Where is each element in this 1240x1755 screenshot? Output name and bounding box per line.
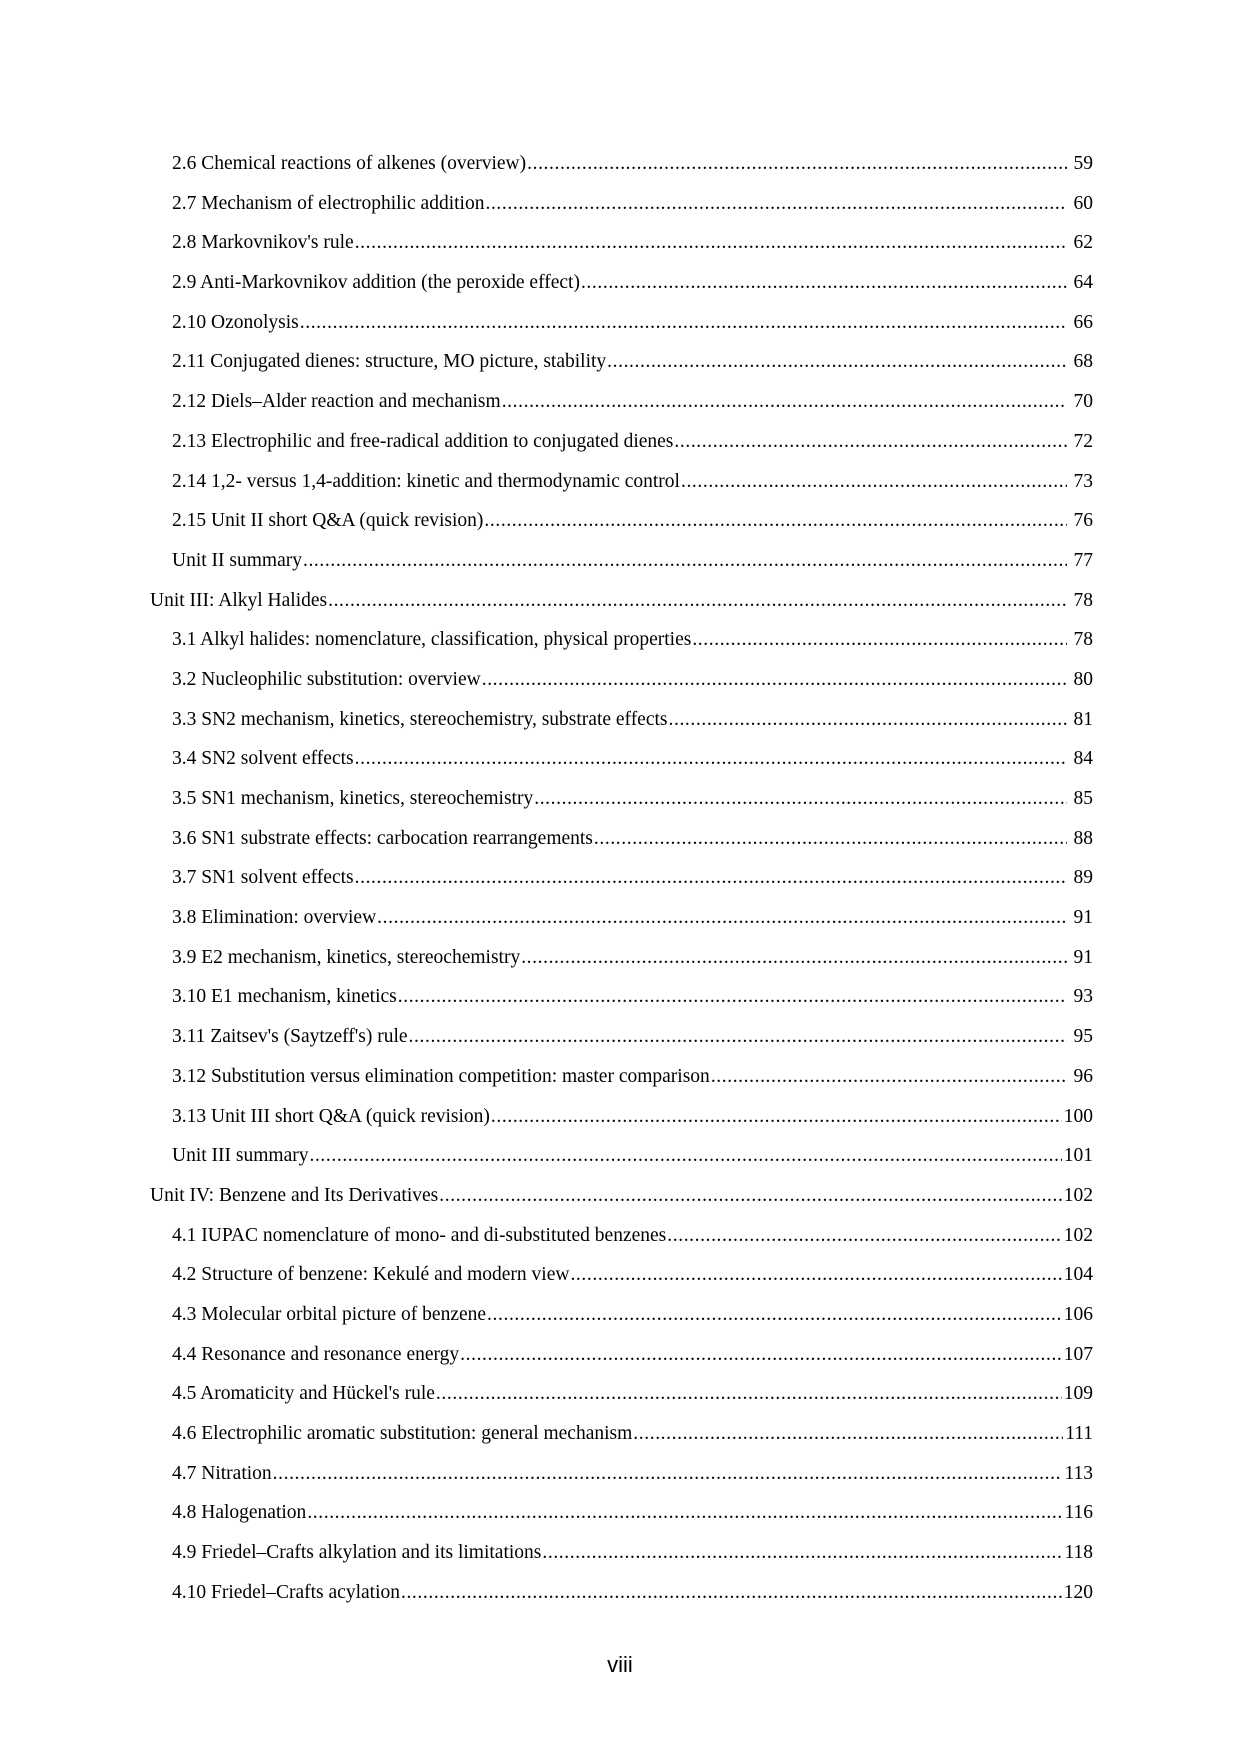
toc-entry-title: 3.13 Unit III short Q&A (quick revision) [172,1097,491,1137]
toc-section-entry[interactable] [150,1295,1093,1335]
toc-entry-title: 4.9 Friedel–Crafts alkylation and its limitations [172,1533,542,1573]
toc-entry-page: 60 [1073,192,1093,214]
toc-dot-leader [328,581,1067,621]
toc-dot-leader [570,1255,1061,1295]
toc-entry-line [150,1017,1093,1057]
toc-entry-title: 2.6 Chemical reactions of alkenes (overview) [172,144,527,184]
toc-entry-page: 95 [1073,1026,1093,1048]
toc-entry-page: 101 [1063,1145,1093,1167]
toc-section-entry[interactable] [150,1533,1093,1573]
toc-dot-leader [439,1176,1061,1216]
toc-entry-page: 84 [1073,748,1093,770]
toc-entry-title: 2.12 Diels–Alder reaction and mechanism [172,382,502,422]
toc-entry-page: 118 [1064,1542,1093,1564]
toc-entry-line [150,1533,1093,1573]
toc-section-entry[interactable] [150,1136,1093,1176]
toc-entry-line [150,739,1093,779]
toc-dot-leader [669,700,1068,740]
toc-entry-title: 4.7 Nitration [172,1454,273,1494]
toc-entry-title: 3.8 Elimination: overview [172,898,377,938]
toc-entry-line [150,1136,1093,1176]
toc-entry-line [150,1374,1093,1414]
toc-section-entry[interactable] [150,342,1093,382]
toc-dot-leader [273,1454,1063,1494]
toc-entry-title: 2.14 1,2- versus 1,4-addition: kinetic and thermodynamic control [172,462,681,502]
toc-section-entry[interactable] [150,1414,1093,1454]
toc-entry-title: 3.7 SN1 solvent effects [172,858,355,898]
toc-section-entry[interactable] [150,1493,1093,1533]
toc-entry-page: 70 [1073,391,1093,413]
toc-entry-page: 85 [1073,788,1093,809]
toc-entry-line [150,541,1093,581]
toc-entry-title: 3.5 SN1 mechanism, kinetics, stereochemistry [172,779,534,819]
toc-entry-title: 4.10 Friedel–Crafts acylation [172,1573,401,1613]
toc-entry-title: 3.9 E2 mechanism, kinetics, stereochemistry [172,938,521,978]
toc-entry-page: 64 [1073,272,1093,294]
toc-entry-title: 4.8 Halogenation [172,1493,307,1533]
toc-dot-leader [667,1216,1061,1256]
toc-entry-line [150,1295,1093,1335]
toc-entry-title: 2.7 Mechanism of electrophilic addition [172,184,485,224]
toc-entry-line [150,382,1093,422]
toc-entry-line [150,501,1093,541]
toc-section-entry[interactable] [150,977,1093,1017]
toc-dot-leader [401,1573,1062,1613]
toc-section-entry[interactable] [150,541,1093,581]
toc-dot-leader [711,1057,1067,1097]
toc-entry-line [150,1454,1093,1494]
page-number: viii [607,1652,633,1677]
toc-section-entry[interactable] [150,501,1093,541]
toc-dot-leader [460,1335,1062,1375]
toc-unit-entry[interactable] [150,1176,1093,1216]
toc-entry-title: 3.3 SN2 mechanism, kinetics, stereochemistry, substrate effects [172,700,669,740]
table-of-contents [150,144,1093,1612]
toc-entry-line [150,977,1093,1017]
toc-dot-leader [633,1414,1063,1454]
toc-entry-page: 81 [1073,708,1093,730]
toc-entry-title: 4.4 Resonance and resonance energy [172,1335,460,1375]
toc-section-entry[interactable] [150,422,1093,462]
toc-dot-leader [581,263,1067,303]
toc-dot-leader [534,779,1067,819]
toc-entry-title: Unit III: Alkyl Halides [150,581,328,621]
toc-entry-title: 2.10 Ozonolysis [172,303,300,343]
toc-entry-page: 100 [1063,1105,1093,1127]
toc-dot-leader [502,382,1067,422]
toc-entry-line [150,263,1093,303]
toc-entry-line [150,303,1093,343]
toc-dot-leader [355,858,1067,898]
toc-section-entry[interactable] [150,898,1093,938]
toc-entry-page: 78 [1073,629,1093,651]
toc-dot-leader [485,184,1067,224]
toc-entry-line [150,819,1093,859]
toc-entry-page: 66 [1073,311,1093,333]
toc-entry-line [150,938,1093,978]
toc-entry-line [150,462,1093,502]
toc-section-entry[interactable] [150,739,1093,779]
toc-entry-page: 104 [1063,1264,1093,1286]
toc-dot-leader [521,938,1067,978]
toc-section-entry[interactable] [150,620,1093,660]
toc-section-entry[interactable] [150,1255,1093,1295]
toc-entry-page: 73 [1073,470,1093,492]
toc-dot-leader [527,144,1067,184]
toc-entry-title: 3.12 Substitution versus elimination competition: master comparison [172,1057,711,1097]
toc-entry-title: 2.15 Unit II short Q&A (quick revision) [172,501,484,541]
toc-entry-title: 4.2 Structure of benzene: Kekulé and modern view [172,1255,570,1295]
toc-entry-line [150,144,1093,184]
toc-entry-title: 4.6 Electrophilic aromatic substitution: general mechanism [172,1414,633,1454]
toc-dot-leader [307,1493,1062,1533]
toc-dot-leader [692,620,1067,660]
toc-entry-title: 3.1 Alkyl halides: nomenclature, classification, physical properties [172,620,692,660]
toc-dot-leader [355,739,1067,779]
toc-entry-line [150,1216,1093,1256]
toc-entry-page: 91 [1073,907,1093,929]
toc-entry-title: 4.3 Molecular orbital picture of benzene [172,1295,487,1335]
toc-dot-leader [681,462,1067,502]
toc-section-entry[interactable] [150,263,1093,303]
toc-entry-title: 4.1 IUPAC nomenclature of mono- and di-substituted benzenes [172,1216,667,1256]
toc-entry-line [150,422,1093,462]
toc-section-entry[interactable] [150,144,1093,184]
toc-dot-leader [377,898,1067,938]
toc-dot-leader [674,422,1067,462]
toc-section-entry[interactable] [150,1097,1093,1137]
toc-entry-line [150,660,1093,700]
toc-entry-line [150,858,1093,898]
toc-entry-line [150,1414,1093,1454]
toc-dot-leader [482,660,1067,700]
toc-entry-page: 76 [1073,510,1093,532]
toc-dot-leader [409,1017,1067,1057]
toc-entry-page: 89 [1073,867,1093,889]
toc-entry-line [150,620,1093,660]
toc-dot-leader [398,977,1067,1017]
toc-entry-line [150,1493,1093,1533]
toc-entry-title: 4.5 Aromaticity and Hückel's rule [172,1374,436,1414]
toc-entry-page: 102 [1063,1184,1093,1206]
toc-dot-leader [484,501,1067,541]
toc-dot-leader [594,819,1067,859]
toc-entry-line [150,700,1093,740]
toc-entry-page: 113 [1064,1462,1093,1484]
toc-section-entry[interactable] [150,382,1093,422]
toc-entry-page: 62 [1073,232,1093,254]
toc-entry-page: 107 [1063,1343,1093,1365]
toc-entry-line [150,779,1093,819]
toc-dot-leader [487,1295,1062,1335]
toc-section-entry[interactable] [150,1216,1093,1256]
toc-entry-line [150,223,1093,263]
toc-entry-page: 120 [1063,1581,1093,1603]
toc-section-entry[interactable] [150,1057,1093,1097]
toc-entry-page: 106 [1063,1303,1093,1325]
toc-section-entry[interactable] [150,1454,1093,1494]
toc-dot-leader [436,1374,1062,1414]
toc-entry-line [150,1255,1093,1295]
toc-entry-page: 68 [1073,351,1093,373]
toc-dot-leader [542,1533,1062,1573]
toc-entry-page: 116 [1064,1502,1093,1524]
toc-dot-leader [607,342,1067,382]
toc-entry-line [150,1057,1093,1097]
toc-dot-leader [309,1136,1061,1176]
toc-entry-line [150,1335,1093,1375]
toc-dot-leader [355,223,1067,263]
toc-dot-leader [303,541,1067,581]
toc-entry-title: 2.9 Anti-Markovnikov addition (the peroxide effect) [172,263,581,303]
toc-section-entry[interactable] [150,462,1093,502]
toc-section-entry[interactable] [150,1335,1093,1375]
toc-entry-page: 111 [1065,1423,1093,1444]
toc-section-entry[interactable] [150,223,1093,263]
toc-entry-title: Unit II summary [172,541,303,581]
toc-entry-line [150,184,1093,224]
toc-entry-line [150,898,1093,938]
toc-entry-title: 3.2 Nucleophilic substitution: overview [172,660,482,700]
toc-section-entry[interactable] [150,938,1093,978]
toc-entry-page: 96 [1073,1065,1093,1087]
toc-entry-title: 3.4 SN2 solvent effects [172,739,355,779]
toc-entry-page: 72 [1073,430,1093,452]
toc-dot-leader [491,1097,1062,1137]
toc-section-entry[interactable] [150,858,1093,898]
toc-entry-title: 2.8 Markovnikov's rule [172,223,355,263]
toc-entry-title: Unit IV: Benzene and Its Derivatives [150,1176,439,1216]
toc-entry-line [150,1097,1093,1137]
toc-section-entry[interactable] [150,184,1093,224]
toc-entry-title: 3.11 Zaitsev's (Saytzeff's) rule [172,1017,409,1057]
toc-entry-page: 78 [1073,589,1093,611]
toc-entry-page: 59 [1073,153,1093,174]
toc-entry-page: 93 [1073,986,1093,1008]
toc-section-entry[interactable] [150,1573,1093,1613]
toc-entry-page: 109 [1063,1383,1093,1405]
toc-section-entry[interactable] [150,700,1093,740]
toc-section-entry[interactable] [150,1374,1093,1414]
toc-dot-leader [300,303,1067,343]
toc-entry-page: 80 [1073,668,1093,690]
toc-entry-title: 2.13 Electrophilic and free-radical addition to conjugated dienes [172,422,674,462]
toc-entry-line [150,1573,1093,1613]
toc-entry-line [150,581,1093,621]
toc-entry-title: Unit III summary [172,1136,309,1176]
toc-section-entry[interactable] [150,819,1093,859]
toc-section-entry[interactable] [150,1017,1093,1057]
toc-section-entry[interactable] [150,660,1093,700]
toc-entry-page: 91 [1073,946,1093,968]
toc-entry-line [150,342,1093,382]
toc-unit-entry[interactable] [150,581,1093,621]
toc-entry-page: 88 [1073,827,1093,849]
toc-entry-page: 102 [1063,1224,1093,1246]
toc-entry-title: 3.6 SN1 substrate effects: carbocation rearrangements [172,819,594,859]
toc-entry-page: 77 [1073,549,1093,571]
toc-entry-title: 2.11 Conjugated dienes: structure, MO picture, stability [172,342,607,382]
toc-section-entry[interactable] [150,303,1093,343]
toc-entry-line [150,1176,1093,1216]
toc-entry-title: 3.10 E1 mechanism, kinetics [172,977,398,1017]
toc-section-entry[interactable] [150,779,1093,819]
